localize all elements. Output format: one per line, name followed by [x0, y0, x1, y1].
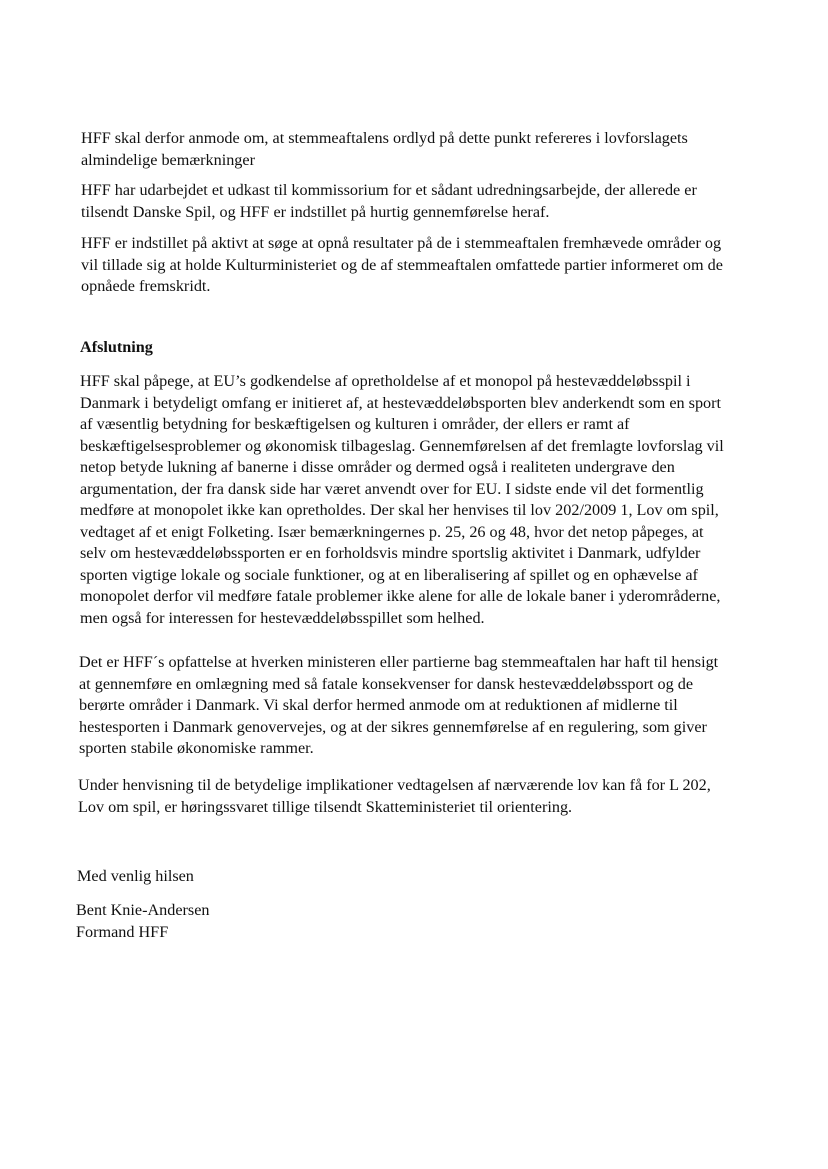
text-line: HFF skal påpege, at EU’s godkendelse af opretholdelse af et monopol på hestevæddeløbsspil i: [80, 372, 691, 390]
text-line: netop betyde lukning af banerne i disse områder og dermed også i realiteten undergrave den: [80, 458, 675, 476]
text-line: monopolet derfor vil medføre fatale problemer ikke alene for alle de lokale baner i yderområderne,: [80, 587, 721, 605]
text-line: sporten stabile økonomiske rammer.: [79, 739, 314, 757]
text-line: Det er HFF´s opfattelse at hverken ministeren eller partierne bag stemmeaftalen har haft til hensigt: [79, 653, 719, 671]
text-line: Lov om spil, er høringssvaret tillige tilsendt Skatteministeriet til orientering.: [78, 797, 573, 816]
text-line: at gennemføre en omlægning med så fatale konsekvenser for dansk hestevæddeløbssport og de: [79, 674, 694, 693]
closing-salutation: [77, 866, 194, 888]
text-line: tilsendt Danske Spil, og HFF er indstillet på hurtig gennemførelse heraf.: [81, 202, 550, 221]
text-line: men også for interessen for hestevæddeløbsspillet som helhed.: [80, 608, 485, 627]
text-line: Under henvisning til de betydelige implikationer vedtagelsen af nærværende lov kan få for L 202,: [78, 776, 711, 794]
signature-block: [76, 900, 210, 943]
text-line: vil tillade sig at holde Kulturministeriet og de af stemmeaftalen omfattede partier informeret om de: [81, 255, 723, 274]
paragraph-commission-draft: [81, 180, 697, 223]
text-line: vedtaget af et enigt Folketing. Især bemærkningernes p. 25, 26 og 48, hvor det netop påpeges, at: [80, 522, 704, 541]
text-line: HFF har udarbejdet et udkast til kommissorium for et sådant udredningsarbejde, der allerede er: [81, 181, 697, 199]
signature-title: Formand HFF: [76, 922, 169, 941]
text-line: sporten vigtige lokale og sociale funktioner, og at en liberalisering af spillet og en ophævelse af: [80, 565, 698, 584]
text-line: HFF er indstillet på aktivt at søge at opnå resultater på de i stemmeaftalen fremhævede områder og: [81, 234, 722, 252]
text-line: opnåede fremskridt.: [81, 277, 211, 295]
paragraph-commentary-request: [81, 128, 688, 171]
section-heading: Afslutning: [80, 338, 153, 356]
text-line: beskæftigelsesproblemer og økonomisk tilbageslag. Gennemførelsen af det fremlagte lovforslag vil: [80, 436, 724, 455]
paragraph-eu-approval: [80, 371, 724, 629]
closing-text: Med venlig hilsen: [77, 867, 194, 885]
text-line: hestesporten i Danmark genovervejes, og at der sikres gennemførelse af en regulering, som giver: [79, 717, 707, 736]
signature-name: Bent Knie-Andersen: [76, 901, 210, 919]
text-line: medføre at monopolet ikke kan opretholdes. Der skal her henvises til lov 202/2009 1, Lov om spil,: [80, 501, 719, 519]
text-line: HFF skal derfor anmode om, at stemmeaftalens ordlyd på dette punkt refereres i lovforslagets: [81, 129, 688, 147]
text-line: Danmark i betydeligt omfang er initieret af, at hestevæddeløbsporten blev anderkendt som en sport: [80, 393, 722, 412]
text-line: af væsentlig betydning for beskæftigelsen og kulturen i områder, der ellers er ramt af: [80, 415, 630, 433]
text-line: argumentation, der fra dansk side har været anvendt over for EU. I sidste ende vil det formentlig: [80, 479, 704, 498]
paragraph-hff-opinion: [79, 652, 718, 760]
text-line: selv om hestevæddeløbssporten er en forholdsvis mindre sportslig aktivitet i Danmark, udfylder: [80, 544, 701, 562]
paragraph-implications: [78, 775, 711, 818]
text-line: almindelige bemærkninger: [81, 150, 255, 169]
paragraph-results: [81, 233, 723, 298]
text-line: berørte områder i Danmark. Vi skal derfor hermed anmode om at reduktionen af midlerne til: [79, 696, 678, 714]
